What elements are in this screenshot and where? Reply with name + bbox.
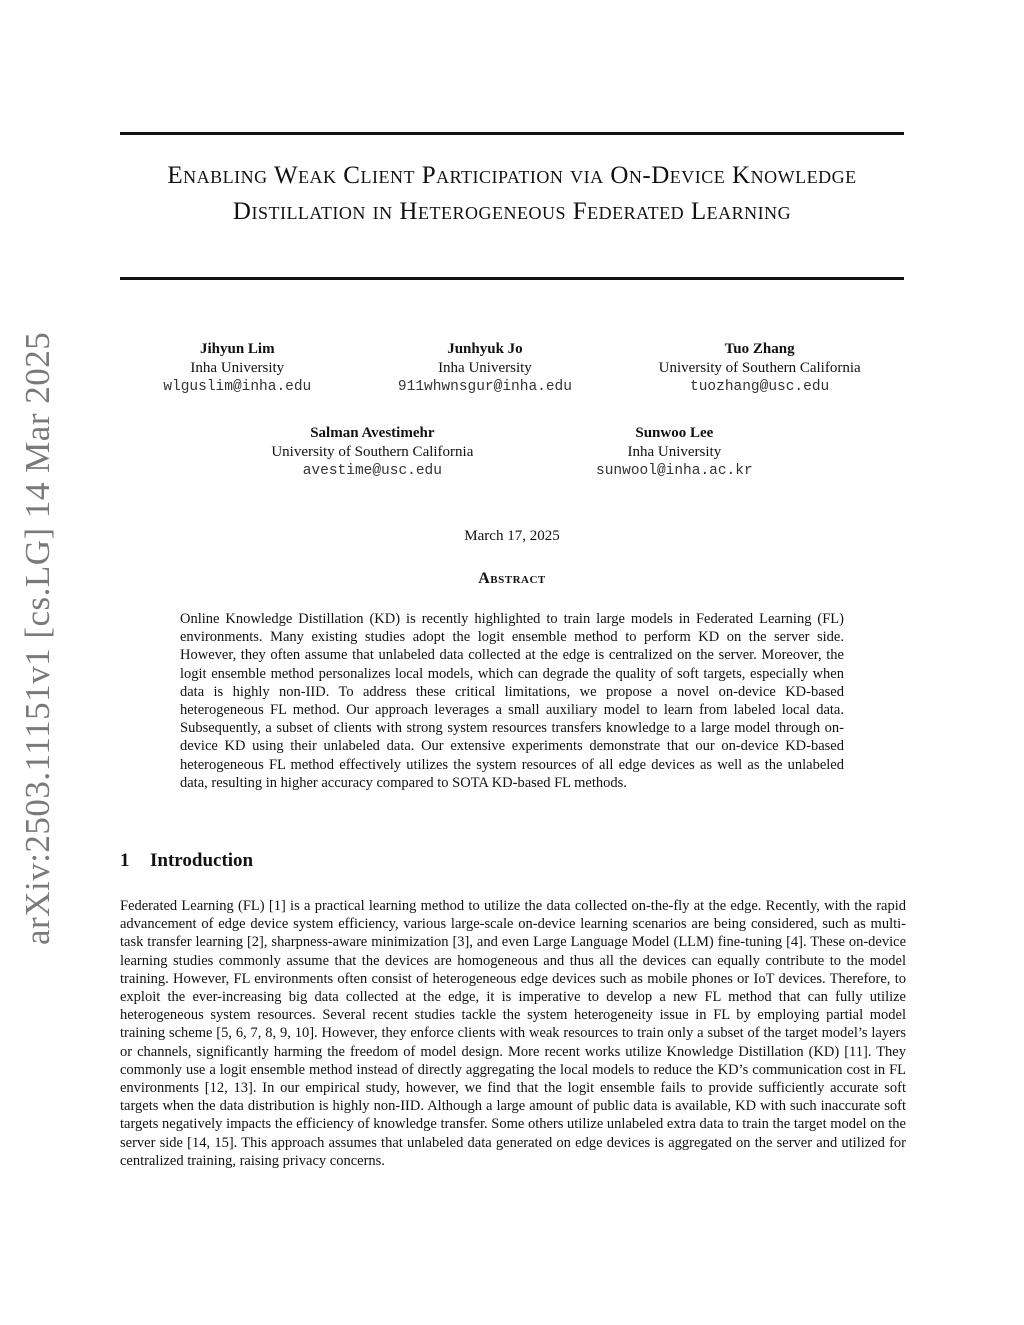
author-block	[398, 340, 572, 397]
author-email[interactable]: sunwool@inha.ac.kr	[596, 463, 753, 479]
section-title: Introduction	[150, 850, 254, 871]
author-block	[271, 424, 473, 481]
author-email[interactable]: 911whwnsgur@inha.edu	[397, 379, 572, 395]
authors-row-1	[120, 340, 904, 397]
paper-title: Enabling Weak Client Participation via On-Device Knowledge Distillation in Heterogeneous Federated Learning	[167, 162, 857, 225]
introduction-text: Federated Learning (FL) [1] is a practical learning method to utilize the data collected on-the-fly at the edge. Recently, with the rapid advancement of edge device system efficiency, various large-scale on-device learning scenarios are being considered, such as multi-task transfer learning [2], sharpness-aware minimization [3], and even Large Language Model (LLM) fine-tuning [4]. These on-device learning studies commonly assume that the devices are homogeneous and thus all the devices can equally contribute to the model training. However, FL environments often consist of heterogeneous edge devices such as mobile phones or IoT devices. Therefore, to exploit the ever-increasing big data collected at the edge, it is imperative to develop a new FL method that can fully utilize heterogeneous system resources. Several recent studies tackle the system heterogeneity issue in FL by employing partial model training scheme [5, 6, 7, 8, 9, 10]. However, they enforce clients with weak resources to train only a subset of the target model’s layers or channels, significantly harming the freedom of model design. More recent works utilize Knowledge Distillation (KD) [11]. They commonly use a logit ensemble method instead of directly aggregating the local models to reduce the KD’s communication cost in FL environments [12, 13]. In our empirical study, however, we find that the logit ensemble fails to provide sufficiently accurate soft targets when the data distribution is highly non-IID. Although a large amount of public data is available, KD with such inaccurate soft targets negatively impacts the efficiency of knowledge transfer. Some others utilize unlabeled extra data to train the target model on the server side [14, 15]. This approach assumes that unlabeled data generated on edge devices is aggregated on the server and utilized for centralized training, raising privacy concerns.	[120, 898, 906, 1169]
author-name: Tuo Zhang	[724, 341, 795, 357]
author-affiliation: Inha University	[627, 444, 722, 460]
arxiv-identifier[interactable]: arXiv:2503.11151v1 [cs.LG] 14 Mar 2025	[18, 331, 57, 945]
author-block	[596, 424, 753, 481]
paper-date: March 17, 2025	[464, 528, 560, 544]
author-affiliation: Inha University	[190, 360, 285, 376]
author-email[interactable]: wlguslim@inha.edu	[163, 379, 312, 395]
title-rule-bottom	[120, 277, 904, 280]
author-email[interactable]: tuozhang@usc.edu	[690, 379, 830, 395]
author-email[interactable]: avestime@usc.edu	[302, 463, 442, 479]
author-name: Junhyuk Jo	[447, 341, 523, 357]
authors-row-2	[120, 424, 904, 481]
author-name: Jihyun Lim	[199, 341, 275, 357]
author-affiliation: University of Southern California	[271, 444, 474, 460]
section-heading	[120, 850, 253, 872]
author-block	[163, 340, 311, 397]
author-name: Salman Avestimehr	[310, 425, 435, 441]
author-block	[659, 340, 861, 397]
abstract-text: Online Knowledge Distillation (KD) is recently highlighted to train large models in Federated Learning (FL) environments. Many existing studies adopt the logit ensemble method to perform KD on the server side. However, they often assume that unlabeled data collected at the edge is centralized on the server. Moreover, the logit ensemble method personalizes local models, which can degrade the quality of soft targets, especially when data is highly non-IID. To address these critical limitations, we propose a novel on-device KD-based heterogeneous FL method. Our approach leverages a small auxiliary model to learn from labeled local data. Subsequently, a subset of clients with strong system resources transfers knowledge to a large model through on-device KD using their unlabeled data. Our extensive experiments demonstrate that our on-device KD-based heterogeneous FL method effectively utilizes the system resources of all edge devices as well as the unlabeled data, resulting in higher accuracy compared to SOTA KD-based FL methods.	[180, 611, 844, 791]
abstract-heading: Abstract	[478, 570, 546, 587]
author-name: Sunwoo Lee	[635, 425, 714, 441]
author-affiliation: Inha University	[438, 360, 532, 376]
section-number: 1	[120, 850, 130, 871]
author-affiliation: University of Southern California	[658, 360, 861, 376]
title-rule-top	[120, 132, 904, 135]
